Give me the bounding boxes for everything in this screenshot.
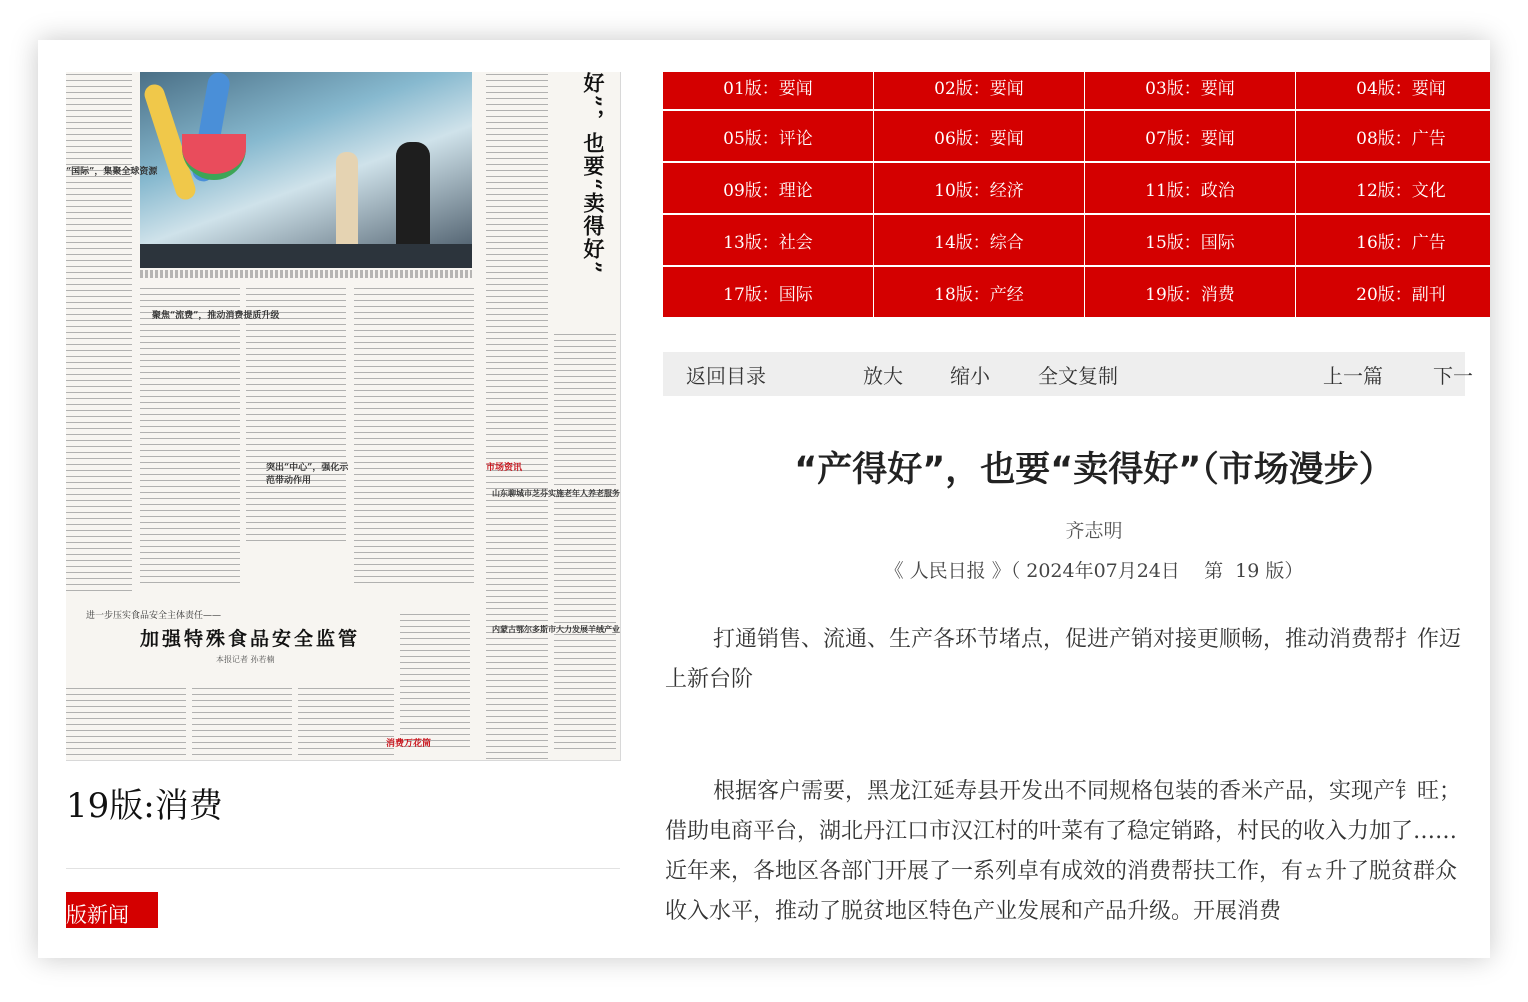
- newspaper-page-image[interactable]: [66, 72, 621, 761]
- section-link[interactable]: 15版：国际: [1085, 215, 1295, 265]
- article-author: 齐志明: [1065, 520, 1123, 542]
- zoom-in-button[interactable]: 放大: [863, 364, 903, 388]
- back-to-toc-button[interactable]: 返回目录: [686, 364, 766, 388]
- article-title: “产得好”，也要“卖得好”（市场漫步）: [794, 450, 1394, 490]
- section-link[interactable]: 09版：理论: [663, 163, 873, 213]
- page-label: 19版:消费: [66, 786, 223, 826]
- section-link[interactable]: 17版：国际: [663, 267, 873, 317]
- section-link[interactable]: 05版：评论: [663, 111, 873, 161]
- subhead: 突出“中心”，强化示范带动作用: [266, 463, 349, 486]
- text-column: [246, 286, 346, 546]
- section-link[interactable]: 02版：要闻: [874, 72, 1084, 109]
- section-link[interactable]: 19版：消费: [1085, 267, 1295, 317]
- section-link[interactable]: 06版：要闻: [874, 111, 1084, 161]
- safety-byline: 本报记者 孙若楠: [216, 655, 275, 664]
- article-body: [665, 620, 1465, 958]
- text-column: [66, 686, 186, 760]
- section-link[interactable]: 01版：要闻: [663, 72, 873, 109]
- section-grid: [663, 72, 1465, 320]
- inner-mongolia-head: 内蒙古鄂尔多斯市大力发展羊绒产业: [492, 624, 620, 634]
- text-column: [400, 612, 470, 752]
- market-head: 山东聊城市芝芬实施老年人养老服务: [492, 488, 620, 498]
- subhead: 聚焦“流费”，推动消费提质升级: [152, 311, 280, 321]
- text-column: [486, 72, 548, 761]
- text-column: [66, 72, 132, 592]
- text-column: [554, 332, 616, 752]
- photo-caption: [140, 270, 472, 278]
- safety-kicker: 进一步压实食品安全主体责任——: [86, 611, 222, 621]
- section-link[interactable]: 08版：广告: [1296, 111, 1490, 161]
- news-photo: [140, 72, 472, 268]
- text-column: [140, 286, 240, 586]
- right-edge-mask: [1465, 600, 1490, 958]
- divider: [66, 868, 620, 869]
- safety-headline: 加强特殊食品安全监管: [140, 628, 361, 650]
- article-source: 《 人民日报 》（ 2024年07月24日 第 19 版）: [884, 560, 1304, 582]
- next-article-button[interactable]: 下一: [1433, 364, 1473, 388]
- section-link[interactable]: 03版：要闻: [1085, 72, 1295, 109]
- vertical-headline: 好”，也要“卖得好”: [581, 72, 606, 276]
- copy-fulltext-button[interactable]: 全文复制: [1038, 364, 1118, 388]
- section-link[interactable]: 11版：政治: [1085, 163, 1295, 213]
- section-link[interactable]: 04版：要闻: [1296, 72, 1490, 109]
- market-tag: 市场资讯: [486, 463, 523, 473]
- section-link[interactable]: 20版：副刊: [1296, 267, 1490, 317]
- news-tab[interactable]: 版新闻: [66, 892, 158, 928]
- article-paragraph: 打通销售、流通、生产各环节堵点，促进产销对接更顺畅，推动消费帮扌作迈上新台阶: [665, 627, 1462, 692]
- snippet: “国际”，集聚全球资源: [66, 167, 158, 177]
- section-link[interactable]: 10版：经济: [874, 163, 1084, 213]
- section-link[interactable]: 12版：文化: [1296, 163, 1490, 213]
- section-link[interactable]: 07版：要闻: [1085, 111, 1295, 161]
- text-column: [192, 686, 292, 760]
- text-column: [298, 686, 394, 760]
- text-column: [354, 286, 474, 586]
- prev-article-button[interactable]: 上一篇: [1323, 364, 1383, 388]
- bottom-tag: 消费万花筒: [386, 739, 432, 749]
- page-card: [38, 40, 1490, 958]
- article-toolbar: [663, 352, 1473, 396]
- section-link[interactable]: 18版：产经: [874, 267, 1084, 317]
- section-link[interactable]: 16版：广告: [1296, 215, 1490, 265]
- article-paragraph: 根据客户需要，黑龙江延寿县开发出不同规格包装的香米产品，实现产钅旺；借助电商平台，湖北丹江口市汉江村的叶菜有了稳定销路，村民的收入力加了……近年来，各地区各部门开展了一系列卓有成效的消费帮扶工作，有ㄊ升了脱贫群众收入水平，推动了脱贫地区特色产业发展和产品升级。开展消费: [665, 779, 1462, 924]
- section-link[interactable]: 14版：综合: [874, 215, 1084, 265]
- section-link[interactable]: 13版：社会: [663, 215, 873, 265]
- zoom-out-button[interactable]: 缩小: [950, 364, 990, 388]
